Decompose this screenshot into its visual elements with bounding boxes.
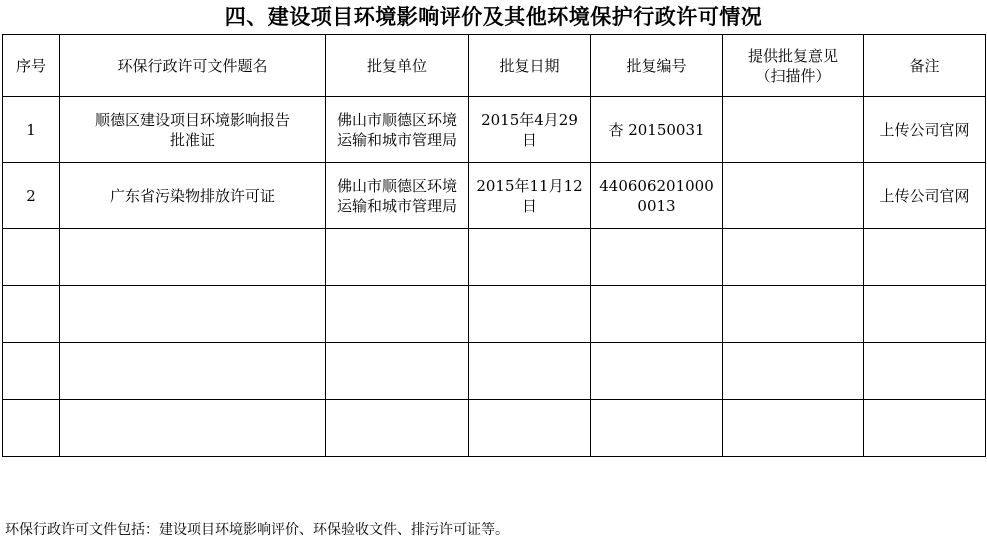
cell-empty xyxy=(723,400,864,457)
table-row xyxy=(3,163,986,229)
permits-table xyxy=(2,34,986,457)
cell-empty xyxy=(591,400,723,457)
cell-approval-date: 2015年11月12日 xyxy=(469,163,591,229)
cell-empty xyxy=(591,229,723,286)
cell-empty xyxy=(723,286,864,343)
cell-empty xyxy=(723,229,864,286)
header-scan-line2: （扫描件） xyxy=(755,66,831,85)
table-row-empty xyxy=(3,343,986,400)
cell-doc-title: 顺德区建设项目环境影响报告批准证 xyxy=(60,97,326,163)
cell-approval-no: 4406062010000013 xyxy=(591,163,723,229)
page-title: 四、建设项目环境影响评价及其他环境保护行政许可情况 xyxy=(224,4,763,29)
cell-approval-no: 杏 20150031 xyxy=(591,97,723,163)
cell-empty xyxy=(723,343,864,400)
header-scan-line1: 提供批复意见 xyxy=(747,46,838,65)
cell-scan xyxy=(723,163,864,229)
cell-doc-title: 广东省污染物排放许可证 xyxy=(60,163,326,229)
table-header-row xyxy=(3,35,986,97)
footnote: 环保行政许可文件包括：建设项目环境影响评价、环保验收文件、排污许可证等。 xyxy=(5,522,509,538)
cell-empty xyxy=(3,400,60,457)
cell-empty xyxy=(469,343,591,400)
cell-empty xyxy=(469,229,591,286)
cell-empty xyxy=(60,229,326,286)
cell-empty xyxy=(326,343,469,400)
cell-empty xyxy=(591,343,723,400)
header-doc-title: 环保行政许可文件题名 xyxy=(60,35,326,97)
cell-approval-unit: 佛山市顺德区环境运输和城市管理局 xyxy=(326,97,469,163)
cell-empty xyxy=(3,286,60,343)
cell-empty xyxy=(864,343,986,400)
header-approval-date: 批复日期 xyxy=(469,35,591,97)
header-approval-unit: 批复单位 xyxy=(326,35,469,97)
header-approval-no: 批复编号 xyxy=(591,35,723,97)
cell-empty xyxy=(591,286,723,343)
cell-empty xyxy=(864,400,986,457)
cell-seq: 2 xyxy=(3,163,60,229)
cell-empty xyxy=(3,343,60,400)
header-seq: 序号 xyxy=(3,35,60,97)
cell-approval-unit: 佛山市顺德区环境运输和城市管理局 xyxy=(326,163,469,229)
cell-remarks: 上传公司官网 xyxy=(864,97,986,163)
cell-empty xyxy=(469,400,591,457)
cell-remarks: 上传公司官网 xyxy=(864,163,986,229)
header-scan xyxy=(723,35,864,97)
cell-empty xyxy=(864,229,986,286)
cell-approval-date: 2015年4月29日 xyxy=(469,97,591,163)
cell-scan xyxy=(723,97,864,163)
header-remarks: 备注 xyxy=(864,35,986,97)
cell-empty xyxy=(469,286,591,343)
cell-empty xyxy=(60,400,326,457)
cell-empty xyxy=(3,229,60,286)
cell-empty xyxy=(326,286,469,343)
cell-empty xyxy=(864,286,986,343)
cell-empty xyxy=(60,286,326,343)
cell-empty xyxy=(60,343,326,400)
table-row-empty xyxy=(3,400,986,457)
cell-seq: 1 xyxy=(3,97,60,163)
table-row xyxy=(3,97,986,163)
cell-empty xyxy=(326,229,469,286)
cell-empty xyxy=(326,400,469,457)
table-row-empty xyxy=(3,286,986,343)
table-row-empty xyxy=(3,229,986,286)
